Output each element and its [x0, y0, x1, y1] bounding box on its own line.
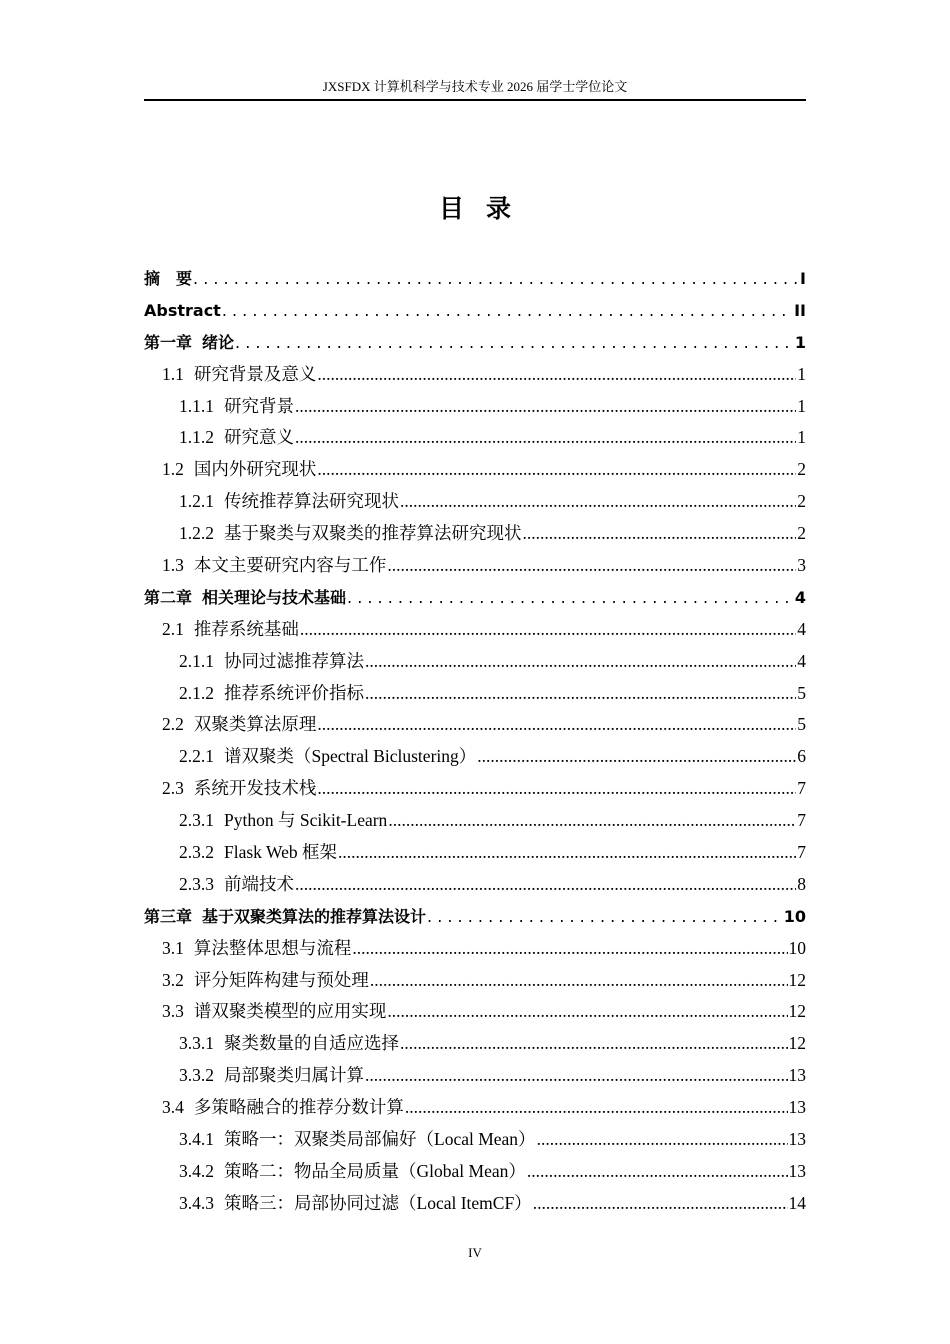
toc-entry-page: 2	[797, 459, 806, 480]
toc-entry[interactable]	[144, 901, 806, 933]
table-of-contents	[144, 263, 806, 1220]
toc-entry-label: 推荐系统基础	[193, 618, 299, 639]
toc-entry-number: 2.2	[162, 714, 184, 735]
toc-entry-label: 本文主要研究内容与工作	[193, 555, 387, 576]
toc-entry-number: 1.2.1	[179, 491, 214, 512]
toc-entry-label: 策略三：局部协同过滤（Local ItemCF）	[224, 1192, 532, 1213]
toc-entry-label: 国内外研究现状	[193, 459, 317, 480]
toc-entry[interactable]	[144, 996, 806, 1028]
toc-dot-leader	[317, 773, 796, 805]
toc-entry[interactable]	[144, 327, 806, 359]
toc-entry-label: 前端技术	[224, 873, 294, 894]
toc-entry-number: 1.1.2	[179, 427, 214, 448]
toc-dot-leader	[527, 1156, 788, 1188]
toc-entry-number: 3.1	[162, 937, 184, 958]
toc-entry-number: 2.3.2	[179, 842, 214, 863]
toc-entry-page: 4	[794, 587, 806, 607]
toc-dot-leader	[405, 1092, 788, 1124]
toc-dot-leader	[387, 996, 787, 1028]
toc-entry-number: 3.4.2	[179, 1160, 214, 1181]
toc-dot-leader	[193, 263, 799, 295]
toc-entry[interactable]	[144, 646, 806, 678]
toc-entry-page: 2	[797, 491, 806, 512]
toc-entry[interactable]	[144, 965, 806, 997]
toc-dot-leader	[400, 1028, 788, 1060]
toc-entry-number: 2.1.1	[179, 650, 214, 671]
toc-entry-label: 局部聚类归属计算	[224, 1065, 364, 1086]
toc-entry[interactable]	[144, 933, 806, 965]
toc-entry-page: 12	[788, 969, 806, 990]
toc-entry-page: 10	[783, 906, 806, 926]
toc-dot-leader	[295, 391, 796, 423]
toc-dot-leader	[365, 646, 796, 678]
toc-entry[interactable]	[144, 518, 806, 550]
toc-dot-leader	[295, 422, 796, 454]
toc-entry-label: Abstract	[144, 300, 221, 320]
toc-entry-label: 相关理论与技术基础	[202, 587, 347, 607]
toc-entry-label: 研究背景及意义	[193, 363, 317, 384]
toc-dot-leader	[347, 582, 794, 614]
toc-dot-leader	[222, 295, 793, 327]
toc-entry-page: 13	[788, 1065, 806, 1086]
toc-entry-label: 传统推荐算法研究现状	[224, 491, 399, 512]
toc-entry-label: 多策略融合的推荐分数计算	[193, 1097, 404, 1118]
toc-entry-page: 13	[788, 1097, 806, 1118]
header-rule	[144, 99, 806, 101]
toc-dot-leader	[370, 965, 788, 997]
toc-entry[interactable]	[144, 1124, 806, 1156]
toc-entry-page: 8	[797, 873, 806, 894]
toc-entry[interactable]	[144, 1060, 806, 1092]
page-title: 目录	[438, 194, 533, 223]
toc-dot-leader	[477, 741, 796, 773]
toc-entry-page: 6	[797, 746, 806, 767]
toc-entry[interactable]	[144, 391, 806, 423]
toc-entry-label: 策略一：双聚类局部偏好（Local Mean）	[224, 1129, 536, 1150]
toc-dot-leader	[427, 901, 783, 933]
toc-entry[interactable]	[144, 869, 806, 901]
toc-entry[interactable]	[144, 582, 806, 614]
toc-entry-label: 协同过滤推荐算法	[224, 650, 364, 671]
toc-entry-page: 4	[797, 650, 806, 671]
toc-dot-leader	[338, 837, 796, 869]
toc-entry[interactable]	[144, 454, 806, 486]
toc-entry-number: 1.3	[162, 555, 184, 576]
toc-entry-label: 系统开发技术栈	[193, 778, 317, 799]
toc-entry-page: 2	[797, 523, 806, 544]
toc-entry-label: 基于双聚类算法的推荐算法设计	[202, 906, 427, 926]
toc-entry-number: 2.2.1	[179, 746, 214, 767]
toc-dot-leader	[365, 1060, 788, 1092]
toc-entry-page: 12	[788, 1033, 806, 1054]
toc-entry-number: 第三章	[144, 906, 193, 926]
toc-dot-leader	[387, 550, 796, 582]
toc-entry-page: 12	[788, 1001, 806, 1022]
page-number: IV	[468, 1245, 482, 1260]
toc-entry-number: 第二章	[144, 587, 193, 607]
toc-dot-leader	[388, 805, 796, 837]
toc-entry[interactable]	[144, 295, 806, 327]
toc-entry-number: 3.4	[162, 1097, 184, 1118]
toc-entry-number: 3.3.1	[179, 1033, 214, 1054]
toc-entry-page: 7	[797, 842, 806, 863]
toc-entry-page: 13	[788, 1160, 806, 1181]
toc-entry-number: 2.1	[162, 618, 184, 639]
toc-entry[interactable]	[144, 773, 806, 805]
toc-entry-label: 评分矩阵构建与预处理	[193, 969, 369, 990]
toc-entry[interactable]	[144, 422, 806, 454]
toc-entry[interactable]	[144, 1092, 806, 1124]
toc-entry-label: Flask Web 框架	[224, 842, 337, 863]
toc-entry[interactable]	[144, 709, 806, 741]
toc-entry-number: 1.1	[162, 363, 184, 384]
toc-entry-page: 7	[797, 778, 806, 799]
toc-entry[interactable]	[144, 263, 806, 295]
toc-entry-page: 1	[797, 395, 806, 416]
toc-dot-leader	[537, 1124, 788, 1156]
toc-entry-number: 1.1.1	[179, 395, 214, 416]
toc-dot-leader	[235, 327, 794, 359]
toc-entry-page: 10	[788, 937, 806, 958]
toc-entry-label: 研究背景	[224, 395, 294, 416]
toc-entry-label: 算法整体思想与流程	[193, 937, 352, 958]
toc-dot-leader	[295, 869, 796, 901]
toc-entry[interactable]	[144, 1028, 806, 1060]
toc-entry[interactable]	[144, 1188, 806, 1220]
toc-dot-leader	[300, 614, 796, 646]
toc-entry-label: 绪论	[202, 332, 235, 352]
toc-entry-number: 2.3	[162, 778, 184, 799]
toc-entry-page: 5	[797, 682, 806, 703]
toc-entry-number: 3.3	[162, 1001, 184, 1022]
running-header: JXSFDX 计算机科学与技术专业 2026 届学士学位论文	[322, 79, 628, 94]
toc-entry-page: 1	[797, 427, 806, 448]
toc-entry[interactable]	[144, 678, 806, 710]
toc-entry-number: 3.3.2	[179, 1065, 214, 1086]
toc-entry-label: 研究意义	[224, 427, 294, 448]
toc-entry[interactable]	[144, 741, 806, 773]
toc-entry-label: 双聚类算法原理	[193, 714, 317, 735]
toc-entry-number: 1.2.2	[179, 523, 214, 544]
toc-entry[interactable]	[144, 486, 806, 518]
toc-dot-leader	[352, 933, 787, 965]
toc-entry[interactable]	[144, 359, 806, 391]
toc-entry-page: 3	[797, 555, 806, 576]
toc-dot-leader	[317, 359, 796, 391]
toc-entry-label: 策略二：物品全局质量（Global Mean）	[224, 1160, 526, 1181]
toc-dot-leader	[533, 1188, 788, 1220]
toc-entry-label: 摘 要	[144, 269, 193, 288]
toc-entry-label: 谱双聚类（Spectral Biclustering）	[224, 746, 477, 767]
toc-entry[interactable]	[144, 614, 806, 646]
toc-dot-leader	[317, 454, 796, 486]
toc-entry-page: 1	[797, 363, 806, 384]
toc-entry-page: 7	[797, 810, 806, 831]
toc-entry[interactable]	[144, 805, 806, 837]
toc-entry-number: 2.3.1	[179, 810, 214, 831]
toc-entry-label: 推荐系统评价指标	[224, 682, 364, 703]
toc-entry[interactable]	[144, 1156, 806, 1188]
toc-entry-label: 谱双聚类模型的应用实现	[193, 1001, 387, 1022]
toc-entry[interactable]	[144, 837, 806, 869]
toc-entry-number: 1.2	[162, 459, 184, 480]
toc-entry-number: 3.4.3	[179, 1192, 214, 1213]
toc-entry-label: Python 与 Scikit-Learn	[224, 810, 388, 831]
toc-entry-number: 2.1.2	[179, 682, 214, 703]
toc-entry-page: 13	[788, 1129, 806, 1150]
toc-dot-leader	[317, 709, 796, 741]
toc-entry-number: 第一章	[144, 332, 193, 352]
toc-entry-page: 1	[794, 332, 806, 352]
toc-entry-number: 2.3.3	[179, 873, 214, 894]
toc-entry-number: 3.4.1	[179, 1129, 214, 1150]
toc-entry-label: 基于聚类与双聚类的推荐算法研究现状	[224, 523, 522, 544]
toc-entry-number: 3.2	[162, 969, 184, 990]
toc-entry-page: II	[794, 300, 806, 320]
toc-dot-leader	[365, 678, 796, 710]
toc-dot-leader	[523, 518, 797, 550]
toc-entry-page: 14	[788, 1192, 806, 1213]
toc-dot-leader	[400, 486, 796, 518]
toc-entry-page: 5	[797, 714, 806, 735]
toc-entry-page: I	[800, 269, 806, 288]
toc-entry-page: 4	[797, 618, 806, 639]
toc-entry[interactable]	[144, 550, 806, 582]
toc-entry-label: 聚类数量的自适应选择	[224, 1033, 399, 1054]
